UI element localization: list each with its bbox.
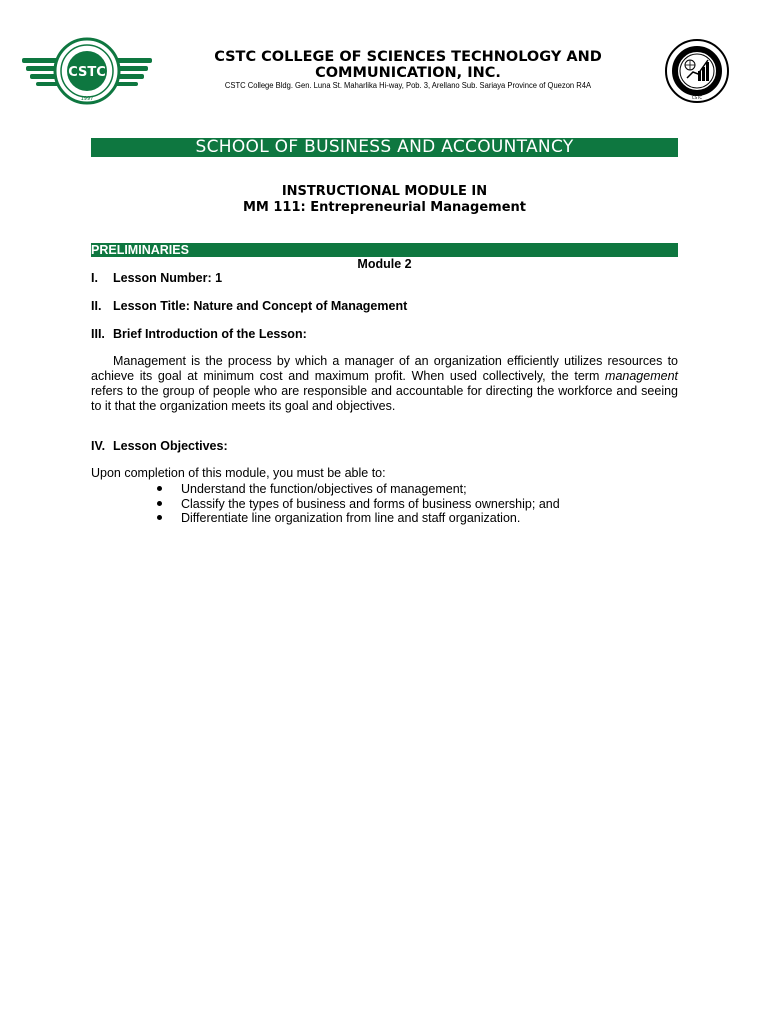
intro-text-part1: Management is the process by which a manager of an organization efficiently utilizes resources to achieve its goal at minimum cost and maximum profit. When used collectively, the term xyxy=(91,354,678,383)
school-of-business-seal-icon xyxy=(660,38,734,104)
list-item: Differentiate line organization from line and staff organization. xyxy=(155,511,560,526)
section-numeral: I. xyxy=(91,271,98,285)
list-item: Classify the types of business and forms of business ownership; and xyxy=(155,497,560,512)
school-title-bar: SCHOOL OF BUSINESS AND ACCOUNTANCY xyxy=(91,138,678,157)
objectives-lead: Upon completion of this module, you must be able to: xyxy=(91,466,386,480)
introduction-paragraph xyxy=(91,354,678,414)
intro-italic-term: management xyxy=(605,369,678,383)
section-numeral: II. xyxy=(91,299,102,313)
section-lesson-title xyxy=(91,299,407,313)
intro-text-part2: refers to the group of people who are responsible and accountable for directing the workforce and seeing to it that the organization meets its goal and objectives. xyxy=(91,384,678,413)
list-item: Understand the function/objectives of management; xyxy=(155,482,560,497)
section-text: Lesson Objectives: xyxy=(113,439,228,453)
section-lesson-number xyxy=(91,271,222,285)
svg-text:CSTC: CSTC xyxy=(68,65,106,80)
section-lesson-objectives xyxy=(91,439,228,453)
college-name xyxy=(170,49,646,81)
preliminaries-bar: PRELIMINARIES xyxy=(91,243,678,257)
module-number: Module 2 xyxy=(357,257,412,271)
module-title xyxy=(91,184,678,216)
college-name-line2: COMMUNICATION, INC. xyxy=(315,65,501,81)
module-title-line2: MM 111: Entrepreneurial Management xyxy=(242,200,526,215)
module-title-line1: INSTRUCTIONAL MODULE IN xyxy=(281,184,488,199)
section-text: Lesson Number: 1 xyxy=(113,271,223,285)
section-brief-introduction xyxy=(91,327,307,341)
cstc-logo-icon xyxy=(20,36,154,106)
section-text: Brief Introduction of the Lesson: xyxy=(113,327,307,341)
college-address: CSTC College Bldg. Gen. Luna St. Maharlika Hi-way, Pob. 3, Arellano Sub. Sariaya Province of Quezon R4A xyxy=(224,81,592,90)
svg-text:CSTC: CSTC xyxy=(691,95,703,100)
section-text: Lesson Title: Nature and Concept of Management xyxy=(113,299,408,313)
section-numeral: IV. xyxy=(91,439,106,453)
objectives-list xyxy=(155,482,560,526)
svg-text:1997: 1997 xyxy=(80,96,94,102)
college-name-line1: CSTC COLLEGE OF SCIENCES TECHNOLOGY AND xyxy=(214,49,602,65)
section-numeral: III. xyxy=(91,327,105,341)
